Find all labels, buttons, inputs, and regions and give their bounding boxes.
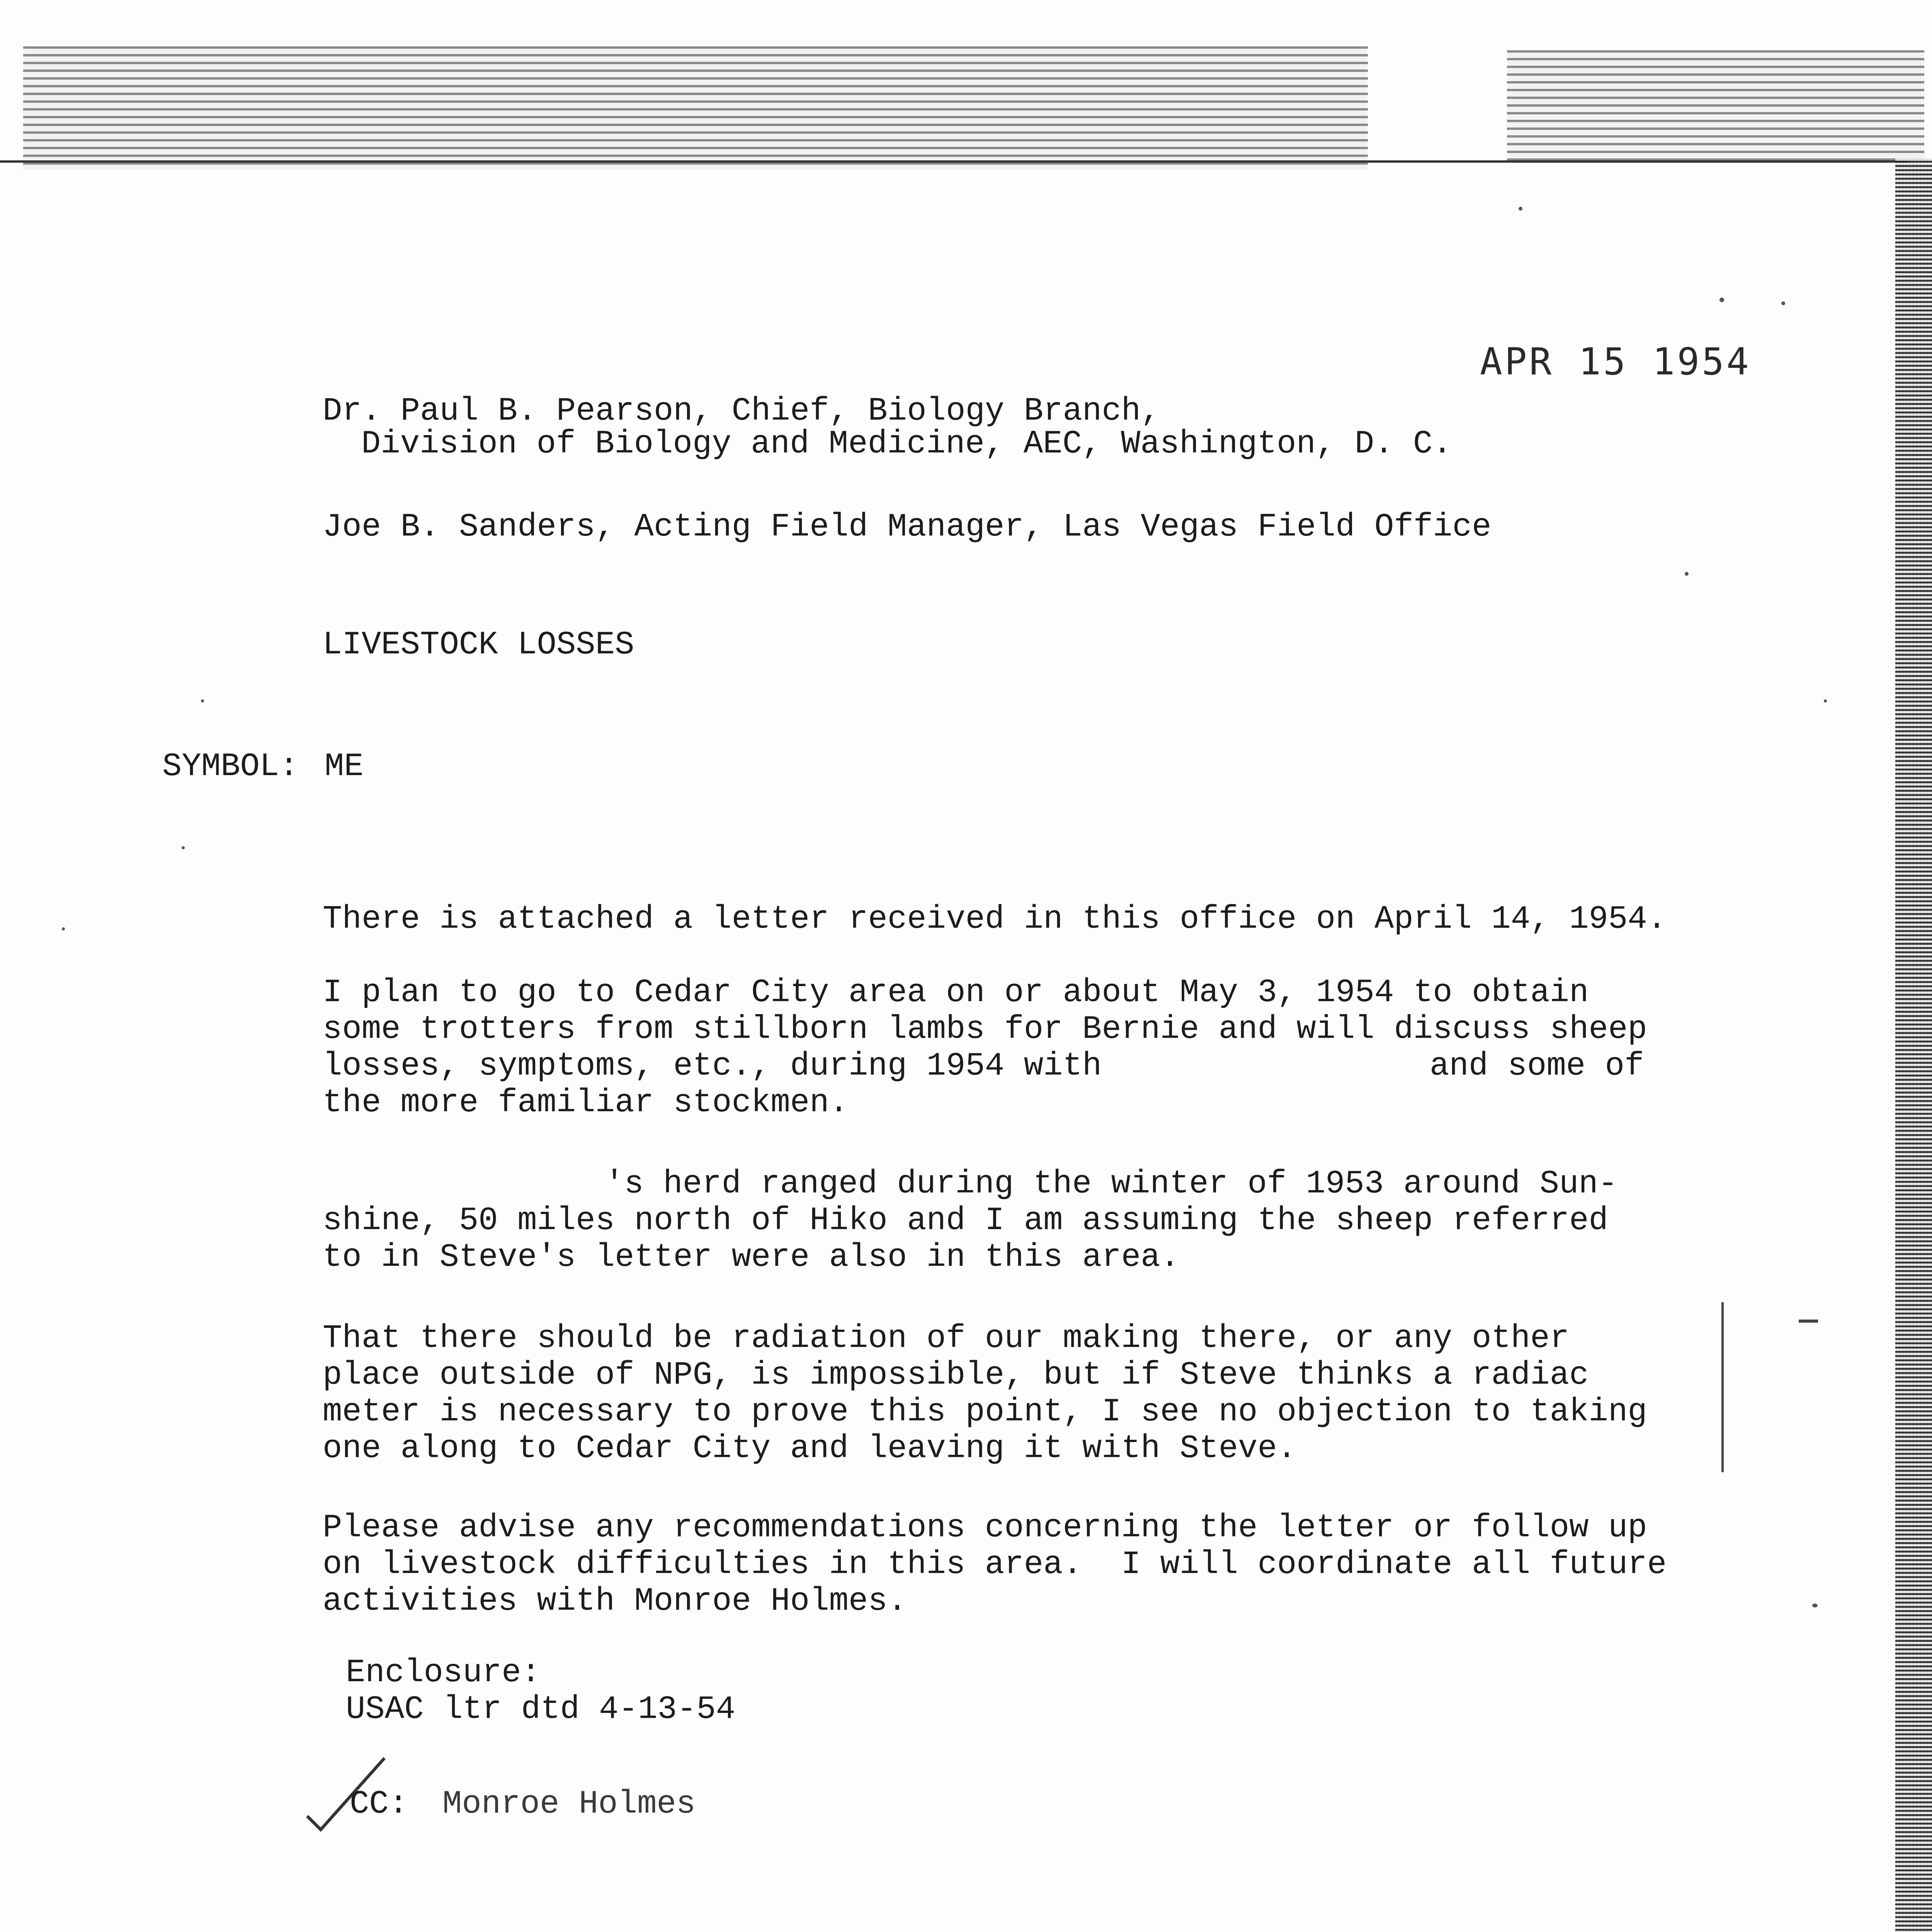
cc-name: Monroe Holmes [442, 1786, 696, 1823]
scan-speck [1719, 298, 1724, 302]
paragraph-4-line-1: That there should be radiation of our making there, or any other [323, 1320, 1570, 1357]
scan-edge-strip [1895, 158, 1932, 1932]
paragraph-2-line-2: some trotters from stillborn lambs for Bernie and will discuss sheep [323, 1011, 1647, 1048]
paragraph-3-line-1: 's herd ranged during the winter of 1953 around Sun- [605, 1166, 1618, 1202]
scan-speck [1812, 1604, 1818, 1607]
paragraph-3-line-3: to in Steve's letter were also in this area. [323, 1239, 1180, 1276]
paragraph-5-line-3: activities with Monroe Holmes. [323, 1583, 907, 1620]
margin-tick [1799, 1320, 1818, 1323]
subject-title: LIVESTOCK LOSSES [323, 627, 634, 663]
paragraph-3-line-2: shine, 50 miles north of Hiko and I am assuming the sheep referred [323, 1202, 1608, 1239]
scan-speck [1824, 699, 1827, 702]
scan-speck [201, 699, 204, 702]
paragraph-4-line-2: place outside of NPG, is impossible, but if Steve thinks a radiac [323, 1357, 1589, 1394]
paragraph-5-line-2: on livestock difficulties in this area. I will coordinate all future [323, 1546, 1667, 1583]
paragraph-4-line-3: meter is necessary to prove this point, I see no objection to taking [323, 1394, 1647, 1430]
scan-header-band-right [1507, 50, 1924, 162]
scan-header-band [23, 46, 1368, 170]
scan-speck [62, 927, 65, 930]
enclosure-label: Enclosure: [346, 1655, 541, 1691]
symbol-label: SYMBOL: [162, 748, 299, 785]
paragraph-4-line-4: one along to Cedar City and leaving it with Steve. [323, 1430, 1297, 1467]
scan-speck [1685, 572, 1689, 576]
cc-label: CC: [350, 1786, 408, 1823]
enclosure-item: USAC ltr dtd 4-13-54 [346, 1691, 736, 1728]
addressee-line-2: Division of Biology and Medicine, AEC, Washington, D. C. [361, 426, 1452, 463]
date-received-stamp: APR 15 1954 [1480, 340, 1751, 383]
sender-line: Joe B. Sanders, Acting Field Manager, Las Vegas Field Office [323, 509, 1492, 546]
scan-speck [1519, 207, 1522, 211]
scan-speck [182, 846, 185, 849]
paragraph-2-line-3a: losses, symptoms, etc., during 1954 with [323, 1048, 1102, 1085]
paragraph-2-line-1: I plan to go to Cedar City area on or about May 3, 1954 to obtain [323, 975, 1589, 1011]
symbol-value: ME [325, 748, 364, 785]
paragraph-2-line-3b: and some of [1430, 1048, 1644, 1085]
paragraph-5-line-1: Please advise any recommendations concerning the letter or follow up [323, 1510, 1647, 1546]
paragraph-2-line-4: the more familiar stockmen. [323, 1085, 849, 1121]
scan-header-rule [0, 160, 1909, 163]
addressee-line-1: Dr. Paul B. Pearson, Chief, Biology Branch, [323, 393, 1160, 430]
paragraph-1: There is attached a letter received in this office on April 14, 1954. [323, 901, 1667, 938]
scan-speck [1781, 301, 1785, 305]
margin-mark [1721, 1302, 1724, 1472]
